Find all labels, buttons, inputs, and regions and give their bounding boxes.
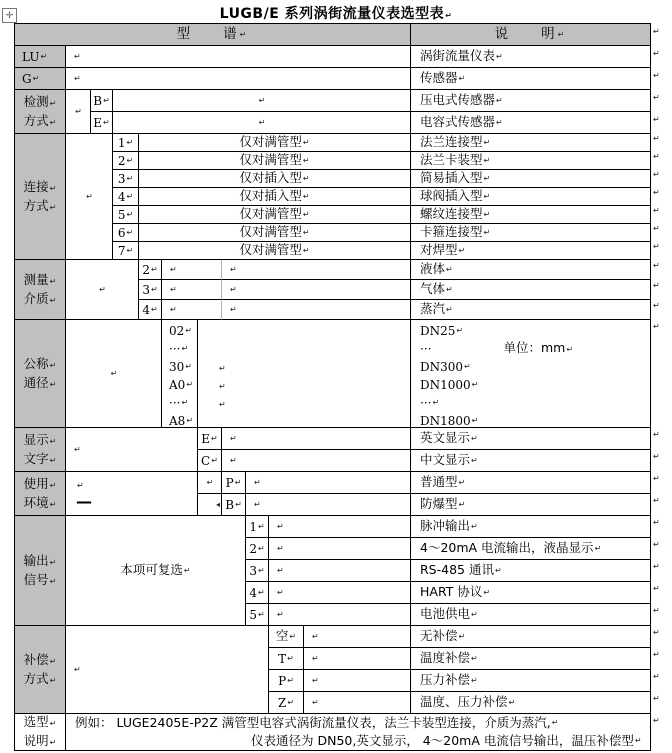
end-of-row-mark: ↵ — [653, 672, 660, 681]
pilcrow-mark: ↵ — [170, 284, 177, 294]
pilcrow-mark: ↵ — [150, 284, 158, 294]
pilcrow-mark: ↵ — [230, 304, 237, 314]
end-of-row-mark: ↵ — [653, 49, 660, 58]
selection-example-line2: 仪表通径为 DN50,英文显示， 4～20mA 电流信号输出，温压补偿型 ↵ — [251, 733, 642, 748]
pilcrow-mark: ↵ — [126, 209, 134, 219]
pilcrow-mark: ↵ — [289, 631, 297, 641]
pilcrow-mark: ↵ — [103, 95, 110, 105]
pilcrow-mark: ↵ — [277, 543, 284, 553]
pilcrow-mark: ↵ — [206, 477, 214, 487]
pilcrow-mark: ↵ — [49, 499, 57, 509]
section-label-output: 输出↵ 信号↵ — [15, 516, 66, 626]
empty-cell — [198, 320, 411, 428]
pilcrow-mark: ↵ — [471, 675, 478, 685]
pilcrow-mark: ↵ — [186, 380, 194, 389]
desc-cell: 液体 ↵ — [411, 260, 651, 280]
empty-cell — [304, 626, 411, 648]
pilcrow-mark: ↵ — [185, 326, 192, 335]
pilcrow-mark: ↵ — [49, 360, 57, 370]
pilcrow-mark: ↵ — [312, 697, 319, 707]
pilcrow-mark: ↵ — [219, 364, 226, 373]
pilcrow-mark: ↵ — [235, 499, 242, 509]
code-cell-g: G ↵ — [15, 68, 66, 90]
code-cell-lu: LU ↵ — [15, 46, 66, 68]
pilcrow-mark: ↵ — [74, 51, 81, 61]
empty-cell — [269, 560, 411, 582]
pilcrow-mark: ↵ — [302, 227, 310, 237]
pilcrow-mark: ↵ — [594, 543, 602, 553]
pilcrow-mark: ↵ — [496, 117, 503, 127]
end-of-row-mark: ↵ — [653, 261, 660, 270]
pilcrow-mark: ↵ — [287, 653, 294, 663]
desc-cell: 电池供电 ↵ — [411, 604, 651, 626]
selection-example-cell — [66, 714, 651, 751]
code-cell: 3 ↵ — [246, 560, 269, 582]
empty-cell — [113, 112, 411, 134]
code-cell: 1 ↵ — [113, 134, 139, 152]
pilcrow-mark: ↵ — [32, 73, 40, 83]
note-cell: 仅对满管型 ↵ — [139, 206, 411, 224]
pilcrow-mark: ↵ — [483, 587, 491, 597]
pilcrow-mark: ↵ — [471, 416, 479, 425]
desc-cell: RS-485 通讯 ↵ — [411, 560, 651, 582]
code-cell: 4 ↵ — [139, 300, 162, 320]
pilcrow-mark: ↵ — [49, 557, 57, 567]
empty-cell — [304, 648, 411, 670]
end-of-row-mark: ↵ — [653, 134, 660, 143]
pilcrow-mark: ↵ — [181, 344, 189, 353]
pilcrow-mark: ↵ — [445, 11, 453, 20]
pilcrow-mark: ↵ — [471, 455, 478, 465]
dash-mark: — — [76, 491, 91, 511]
code-cell: 1 ↵ — [246, 516, 269, 538]
code-cell: 空 ↵ — [269, 626, 304, 648]
desc-cell: 温度补偿 ↵ — [411, 648, 651, 670]
code-cell: P ↵ — [222, 472, 246, 494]
end-of-row-mark: ↵ — [653, 188, 660, 197]
pilcrow-mark: ↵ — [49, 98, 57, 108]
pilcrow-mark: ↵ — [211, 433, 218, 443]
pilcrow-mark: ↵ — [211, 455, 218, 465]
pilcrow-mark: ↵ — [75, 106, 82, 116]
empty-cell — [162, 300, 222, 320]
desc-cell: 涡街流量仪表 ↵ — [411, 46, 651, 68]
empty-cell — [304, 692, 411, 714]
end-of-row-mark: ↵ — [653, 115, 660, 124]
code-cell: Z ↵ — [269, 692, 304, 714]
selection-example-line1: 例如： LUGE2405E-P2Z 满管型电容式涡街流量仪表，法兰卡装型连接，介质为蒸汽, ↵ — [75, 715, 559, 730]
pilcrow-mark: ↵ — [110, 368, 118, 378]
desc-cell: 对焊型 ↵ — [411, 242, 651, 260]
note-cell: 仅对插入型 ↵ — [139, 188, 411, 206]
pilcrow-mark: ↵ — [257, 587, 265, 597]
code-cell: 5 ↵ — [246, 604, 269, 626]
pilcrow-mark: ↵ — [49, 675, 57, 685]
pilcrow-mark: ↵ — [302, 137, 310, 147]
code-cell: T ↵ — [269, 648, 304, 670]
pilcrow-mark: ↵ — [230, 433, 237, 443]
pilcrow-mark: ↵ — [40, 51, 48, 61]
desc-cell: 卡箍连接型 ↵ — [411, 224, 651, 242]
note-cell: 仅对满管型 ↵ — [139, 152, 411, 170]
unit-note: 单位：mm↵ — [503, 340, 574, 355]
pilcrow-mark: ↵ — [458, 477, 466, 487]
pilcrow-mark: ↵ — [254, 477, 261, 487]
tab-mark: ◂ — [215, 499, 220, 509]
pilcrow-mark: ↵ — [49, 480, 57, 490]
end-of-row-mark: ↵ — [653, 518, 660, 527]
pilcrow-mark: ↵ — [471, 380, 479, 389]
empty-cell — [113, 90, 411, 112]
pilcrow-mark: ↵ — [483, 137, 491, 147]
desc-cell: 压力补偿 ↵ — [411, 670, 651, 692]
section-label-selection: 选型↵ 说明↵ — [15, 714, 66, 751]
pilcrow-mark: ↵ — [483, 227, 491, 237]
code-cell: E ↵ — [91, 112, 113, 134]
pilcrow-mark: ↵ — [471, 433, 478, 443]
pilcrow-mark: ↵ — [86, 191, 93, 201]
pilcrow-mark: ↵ — [483, 173, 491, 183]
pilcrow-mark: ↵ — [254, 499, 261, 509]
pilcrow-mark: ↵ — [126, 191, 134, 201]
desc-cell: 简易插入型 ↵ — [411, 170, 651, 188]
section-label-connect: 连接↵ 方式↵ — [15, 134, 66, 260]
pilcrow-mark: ↵ — [126, 155, 134, 165]
pilcrow-mark: ↵ — [230, 284, 237, 294]
note-cell: 仅对满管型 ↵ — [139, 242, 411, 260]
desc-cell: 中文显示 ↵ — [411, 450, 651, 472]
pilcrow-mark: ↵ — [432, 398, 440, 407]
empty-cell — [269, 582, 411, 604]
pilcrow-mark: ↵ — [183, 565, 191, 575]
end-of-row-mark: ↵ — [653, 93, 660, 102]
code-cell: 2 ↵ — [246, 538, 269, 560]
pilcrow-mark: ↵ — [551, 718, 559, 727]
code-cell: 3 ↵ — [139, 280, 162, 300]
header-desc-column: 说 明 ↵ — [411, 24, 651, 46]
pilcrow-mark: ↵ — [458, 245, 466, 255]
pilcrow-mark: ↵ — [496, 51, 503, 61]
tab-mark-cell — [198, 494, 222, 516]
pilcrow-mark: ↵ — [74, 73, 81, 83]
pilcrow-mark: ↵ — [302, 173, 310, 183]
code-cell: 2 ↵ — [139, 260, 162, 280]
pilcrow-mark: ↵ — [49, 183, 57, 193]
desc-cell: 球阀插入型 ↵ — [411, 188, 651, 206]
end-of-row-mark: ↵ — [653, 430, 660, 439]
empty-cell-with-dash — [66, 472, 198, 516]
pilcrow-mark: ↵ — [170, 304, 177, 314]
empty-cell — [222, 280, 411, 300]
pilcrow-mark: ↵ — [471, 609, 478, 619]
pilcrow-mark: ↵ — [49, 295, 57, 305]
section-label-diameter: 公称↵ 通径↵ — [15, 320, 66, 428]
pilcrow-mark: ↵ — [49, 436, 57, 446]
pilcrow-mark: ↵ — [257, 521, 265, 531]
pilcrow-mark: ↵ — [230, 264, 237, 274]
desc-cell: 防爆型 ↵ — [411, 494, 651, 516]
pilcrow-mark: ↵ — [219, 382, 226, 391]
empty-cell — [66, 260, 139, 320]
diameter-code-list: 02 ↵ ··· ↵ 30 ↵ A0 ↵ ··· ↵ A8 ↵ — [162, 320, 198, 428]
empty-cell — [269, 516, 411, 538]
section-label-environment: 使用↵ 环境↵ — [15, 472, 66, 516]
empty-cell — [222, 450, 411, 472]
end-of-row-mark: ↵ — [653, 301, 660, 310]
desc-cell: 传感器 ↵ — [411, 68, 651, 90]
end-of-row-mark: ↵ — [653, 206, 660, 215]
desc-cell: 4～20mA 电流输出，液晶显示 ↵ — [411, 538, 651, 560]
end-of-row-mark: ↵ — [653, 584, 660, 593]
pilcrow-mark: ↵ — [446, 264, 453, 274]
desc-cell: 蒸汽 ↵ — [411, 300, 651, 320]
desc-cell: 脉冲输出 ↵ — [411, 516, 651, 538]
pilcrow-mark: ↵ — [257, 609, 265, 619]
pilcrow-mark: ↵ — [257, 565, 265, 575]
page-title: LUGB/E 系列涡街流量仪表选型表↵ — [219, 6, 453, 22]
pilcrow-mark: ↵ — [287, 675, 294, 685]
desc-cell: HART 协议 ↵ — [411, 582, 651, 604]
pilcrow-mark: ↵ — [277, 565, 284, 575]
empty-cell — [222, 260, 411, 280]
pilcrow-mark: ↵ — [126, 245, 134, 255]
pilcrow-mark: ↵ — [458, 73, 466, 83]
code-cell: 5 ↵ — [113, 206, 139, 224]
pilcrow-mark: ↵ — [74, 664, 81, 674]
pilcrow-mark: ↵ — [219, 400, 226, 409]
empty-cell — [66, 428, 198, 472]
end-of-row-mark: ↵ — [653, 452, 660, 461]
pilcrow-mark: ↵ — [446, 284, 453, 294]
pilcrow-mark: ↵ — [126, 137, 134, 147]
pilcrow-mark: ↵ — [186, 416, 194, 425]
pilcrow-mark: ↵ — [170, 264, 177, 274]
pilcrow-mark: ↵ — [185, 362, 192, 371]
selection-table — [14, 23, 651, 751]
end-of-row-mark: ↵ — [653, 71, 660, 80]
empty-cell — [246, 472, 411, 494]
end-of-row-mark: ↵ — [653, 562, 660, 571]
end-of-row-mark: ↵ — [653, 496, 660, 505]
empty-cell — [66, 46, 411, 68]
pilcrow-mark: ↵ — [277, 609, 284, 619]
empty-cell — [162, 280, 222, 300]
pilcrow-mark: ↵ — [49, 379, 57, 389]
desc-cell: 无补偿 ↵ — [411, 626, 651, 648]
end-of-row-mark: ↵ — [653, 170, 660, 179]
pilcrow-mark: ↵ — [126, 173, 134, 183]
pilcrow-mark: ↵ — [49, 719, 57, 728]
desc-cell: 法兰卡装型 ↵ — [411, 152, 651, 170]
empty-cell — [66, 134, 113, 260]
pilcrow-mark: ↵ — [566, 345, 574, 354]
pilcrow-mark: ↵ — [464, 362, 471, 371]
pilcrow-mark: ↵ — [258, 117, 266, 127]
pilcrow-mark: ↵ — [312, 675, 319, 685]
end-of-row-mark: ↵ — [653, 606, 660, 615]
pilcrow-mark: ↵ — [302, 209, 310, 219]
pilcrow-mark: ↵ — [150, 304, 158, 314]
desc-cell: 压电式传感器 ↵ — [411, 90, 651, 112]
section-label-detect: 检测↵ 方式↵ — [15, 90, 66, 134]
empty-cell — [246, 494, 411, 516]
pilcrow-mark: ↵ — [496, 95, 503, 105]
empty-cell — [66, 68, 411, 90]
pilcrow-mark: ↵ — [49, 738, 57, 747]
pilcrow-mark: ↵ — [557, 29, 567, 39]
end-of-row-mark: ↵ — [653, 694, 660, 703]
pilcrow-mark: ↵ — [312, 631, 319, 641]
pilcrow-mark: ↵ — [494, 565, 502, 575]
pilcrow-mark: ↵ — [508, 697, 516, 707]
pilcrow-mark: ↵ — [257, 543, 265, 553]
empty-cell — [222, 428, 411, 450]
end-of-row-mark: ↵ — [653, 152, 660, 161]
pilcrow-mark: ↵ — [126, 227, 134, 237]
end-of-row-mark: ↵ — [653, 281, 660, 290]
pilcrow-mark: ↵ — [99, 284, 106, 294]
pilcrow-mark: ↵ — [446, 304, 453, 314]
note-cell: 仅对满管型 ↵ — [139, 134, 411, 152]
desc-cell: 螺纹连接型 ↵ — [411, 206, 651, 224]
pilcrow-mark: ↵ — [456, 326, 464, 335]
pilcrow-mark: ↵ — [458, 631, 466, 641]
pilcrow-mark: ↵ — [277, 521, 284, 531]
code-cell: 2 ↵ — [113, 152, 139, 170]
pilcrow-mark: ↵ — [49, 455, 57, 465]
pilcrow-mark: ↵ — [49, 276, 57, 286]
pilcrow-mark: ↵ — [234, 477, 242, 487]
pilcrow-mark: ↵ — [471, 521, 478, 531]
empty-cell — [304, 670, 411, 692]
code-cell: E ↵ — [198, 428, 222, 450]
pilcrow-mark: ↵ — [471, 653, 478, 663]
code-cell: 7 ↵ — [113, 242, 139, 260]
empty-cell — [269, 604, 411, 626]
pilcrow-mark: ↵ — [483, 155, 491, 165]
desc-cell: 法兰连接型 ↵ — [411, 134, 651, 152]
pilcrow-mark: ↵ — [239, 29, 249, 39]
pilcrow-mark: ↵ — [49, 656, 57, 666]
code-cell: B ↵ — [222, 494, 246, 516]
pilcrow-mark: ↵ — [74, 444, 81, 454]
pilcrow-mark: ↵ — [483, 209, 491, 219]
code-cell: B ↵ — [91, 90, 113, 112]
pilcrow-mark: ↵ — [103, 117, 110, 127]
end-of-row-mark: ↵ — [653, 322, 660, 331]
pilcrow-mark: ↵ — [302, 191, 310, 201]
desc-cell: 普通型 ↵ — [411, 472, 651, 494]
header-model-column: 型 谱 ↵ — [15, 24, 411, 46]
pilcrow-mark: ↵ — [230, 455, 237, 465]
output-note-cell: 本项可复选 ↵ — [66, 516, 246, 626]
note-cell: 仅对满管型 ↵ — [139, 224, 411, 242]
empty-cell — [162, 260, 222, 280]
section-label-compensation: 补偿↵ 方式↵ — [15, 626, 66, 714]
empty-cell — [269, 538, 411, 560]
end-of-row-mark: ↵ — [653, 474, 660, 483]
pilcrow-mark: ↵ — [277, 587, 284, 597]
desc-cell: 英文显示 ↵ — [411, 428, 651, 450]
pilcrow-mark: ↵ — [302, 155, 310, 165]
end-of-row-mark: ↵ — [653, 27, 660, 36]
end-of-row-mark: ↵ — [653, 242, 660, 251]
desc-cell: 气体 ↵ — [411, 280, 651, 300]
pilcrow-mark: ↵ — [634, 736, 642, 745]
pilcrow-mark: ↵ — [49, 117, 57, 127]
code-cell: C ↵ — [198, 450, 222, 472]
code-cell: 4 ↵ — [246, 582, 269, 604]
pilcrow-mark: ↵ — [287, 697, 295, 707]
desc-cell: 电容式传感器 ↵ — [411, 112, 651, 134]
empty-cell — [66, 320, 162, 428]
pilcrow-mark: ↵ — [458, 499, 466, 509]
pilcrow-mark: ↵ — [302, 245, 310, 255]
move-arrows-icon: ✛ — [5, 10, 14, 21]
code-cell: P ↵ — [269, 670, 304, 692]
end-of-row-mark: ↵ — [653, 540, 660, 549]
pilcrow-mark: ↵ — [150, 264, 158, 274]
empty-cell — [66, 90, 91, 134]
section-label-display: 显示↵ 文字↵ — [15, 428, 66, 472]
code-cell: 3 ↵ — [113, 170, 139, 188]
pilcrow-mark: ↵ — [312, 653, 319, 663]
pilcrow-mark: ↵ — [77, 480, 84, 490]
pilcrow-mark: ↵ — [258, 95, 266, 105]
code-cell: 4 ↵ — [113, 188, 139, 206]
pilcrow-mark: ↵ — [49, 202, 57, 212]
note-cell: 仅对插入型 ↵ — [139, 170, 411, 188]
pilcrow-mark: ↵ — [181, 398, 189, 407]
pilcrow-mark: ↵ — [49, 576, 57, 586]
diameter-desc-list: DN25 ↵ ··· 单位：mm↵ DN300 ↵ DN1000 ↵ ··· ↵ DN1800 ↵ — [411, 320, 651, 428]
empty-cell — [198, 472, 222, 494]
section-label-medium: 测量↵ 介质↵ — [15, 260, 66, 320]
end-of-row-mark: ↵ — [653, 650, 660, 659]
end-of-row-mark: ↵ — [653, 716, 660, 725]
code-cell: 6 ↵ — [113, 224, 139, 242]
desc-cell: 温度、压力补偿 ↵ — [411, 692, 651, 714]
end-of-row-mark: ↵ — [653, 224, 660, 233]
end-of-row-mark: ↵ — [653, 628, 660, 637]
empty-cell — [222, 300, 411, 320]
empty-cell — [66, 626, 269, 714]
pilcrow-mark: ↵ — [483, 191, 491, 201]
